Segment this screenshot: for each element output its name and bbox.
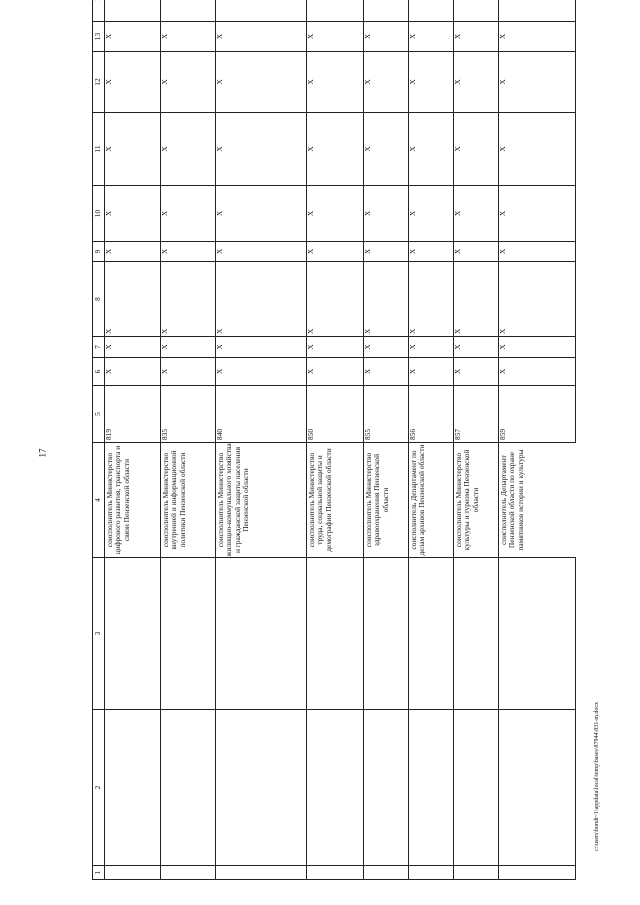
mark-cell: X [307,186,364,242]
mark-cell: X [499,262,576,337]
code-cell: 840 [216,386,307,443]
mark-cell [409,0,454,22]
code-cell: 819 [105,386,161,443]
mark-cell: X [161,242,216,262]
empty-cell [307,866,364,880]
mark-cell: X [409,337,454,358]
code-cell: 857 [454,386,499,443]
mark-cell: X [499,52,576,113]
mark-cell: X [161,262,216,337]
mark-cell [364,0,409,22]
mark-cell: X [161,358,216,386]
mark-cell: X [499,113,576,186]
executor-cell: соисполнитель Министерство культуры и туризма Пензенской области [454,443,499,558]
empty-cell [307,558,364,710]
column-header: 3 [93,558,105,710]
mark-cell: X [307,262,364,337]
mark-cell: X [105,22,161,52]
code-cell: 856 [409,386,454,443]
column-header: 13 [93,22,105,52]
column-header: 4 [93,443,105,558]
mark-cell: X [161,22,216,52]
table-row [105,0,161,880]
empty-cell [454,710,499,866]
empty-cell [364,558,409,710]
mark-cell: X [216,262,307,337]
table-row [499,0,576,880]
mark-cell: X [161,113,216,186]
executor-cell: соисполнитель Министерство труда, социальной защиты и демографии Пензенской области [307,443,364,558]
table-row [307,0,364,880]
column-header: 5 [93,386,105,443]
code-cell: 835 [161,386,216,443]
table-row [454,0,499,880]
rotated-table-wrapper [92,20,582,880]
mark-cell: X [409,242,454,262]
mark-cell: X [364,22,409,52]
table-row [364,0,409,880]
mark-cell: X [409,358,454,386]
column-header: 1 [93,866,105,880]
mark-cell [105,0,161,22]
mark-cell [307,0,364,22]
mark-cell: X [105,242,161,262]
mark-cell: X [454,262,499,337]
mark-cell: X [105,52,161,113]
mark-cell: X [454,52,499,113]
empty-cell [161,866,216,880]
empty-cell [161,710,216,866]
mark-cell: X [409,22,454,52]
executor-cell: соисполнитель Департамент Пензенской области по охране памятников истории и культуры [499,443,576,558]
mark-cell: X [307,337,364,358]
mark-cell: X [105,337,161,358]
mark-cell: X [409,52,454,113]
program-table [92,0,576,880]
empty-cell [216,558,307,710]
empty-cell [216,710,307,866]
column-header: 9 [93,242,105,262]
mark-cell: X [161,52,216,113]
mark-cell: X [216,358,307,386]
mark-cell: X [409,186,454,242]
empty-cell [409,866,454,880]
mark-cell [216,0,307,22]
mark-cell: X [105,358,161,386]
mark-cell: X [161,337,216,358]
mark-cell [499,0,576,22]
mark-cell: X [499,242,576,262]
mark-cell: X [307,22,364,52]
mark-cell: X [307,242,364,262]
mark-cell: X [364,262,409,337]
mark-cell: X [364,242,409,262]
mark-cell: X [307,113,364,186]
mark-cell: X [216,337,307,358]
mark-cell: X [216,22,307,52]
executor-cell: соисполнитель Министерство здравоохранения Пензенской области [364,443,409,558]
column-header: 7 [93,337,105,358]
mark-cell: X [409,113,454,186]
mark-cell [161,0,216,22]
table-row [216,0,307,880]
mark-cell [454,0,499,22]
empty-cell [105,558,161,710]
mark-cell: X [216,52,307,113]
mark-cell: X [364,113,409,186]
column-header: 6 [93,358,105,386]
mark-cell: X [364,358,409,386]
header-row [93,0,105,880]
executor-cell: соисполнитель Департамент по делам архивов Пензенской области [409,443,454,558]
empty-cell [409,710,454,866]
empty-cell [105,866,161,880]
empty-cell [499,558,576,710]
executor-cell: соисполнитель Министерство внутренней и информационной политики Пензенской области [161,443,216,558]
footer-file-path: c:\users\bondt~1\appdata\local\temp\bases\87944\831-m.docx [594,701,600,851]
empty-cell [307,710,364,866]
code-cell: 859 [499,386,576,443]
executor-cell: соисполнитель Министерство цифрового развития, транспорта и связи Пензенской области [105,443,161,558]
mark-cell: X [454,337,499,358]
mark-cell: X [364,186,409,242]
mark-cell: X [409,262,454,337]
mark-cell: X [499,358,576,386]
mark-cell: X [105,262,161,337]
empty-cell [454,866,499,880]
mark-cell: X [364,52,409,113]
empty-cell [499,866,576,880]
empty-cell [161,558,216,710]
column-header: 10 [93,186,105,242]
mark-cell: X [216,242,307,262]
column-header: 11 [93,113,105,186]
empty-cell [364,710,409,866]
empty-cell [409,558,454,710]
column-header: 12 [93,52,105,113]
mark-cell: X [499,22,576,52]
table-row [161,0,216,880]
column-header: 8 [93,262,105,337]
mark-cell: X [307,358,364,386]
mark-cell: X [454,113,499,186]
mark-cell: X [216,186,307,242]
mark-cell: X [105,186,161,242]
page-number: 17 [37,448,48,458]
mark-cell: X [499,186,576,242]
empty-cell [499,710,576,866]
mark-cell: X [216,113,307,186]
mark-cell: X [307,52,364,113]
empty-cell [105,710,161,866]
mark-cell: X [161,186,216,242]
code-cell: 855 [364,386,409,443]
column-header [93,0,105,22]
mark-cell: X [454,358,499,386]
mark-cell: X [364,337,409,358]
empty-cell [454,558,499,710]
mark-cell: X [105,113,161,186]
executor-cell: соисполнитель Министерство жилищно-коммунального хозяйства и гражданской защиты населения Пензенской области [216,443,307,558]
empty-cell [364,866,409,880]
empty-cell [216,866,307,880]
table-row [409,0,454,880]
mark-cell: X [499,337,576,358]
code-cell: 850 [307,386,364,443]
mark-cell: X [454,22,499,52]
mark-cell: X [454,242,499,262]
mark-cell: X [454,186,499,242]
column-header: 2 [93,710,105,866]
